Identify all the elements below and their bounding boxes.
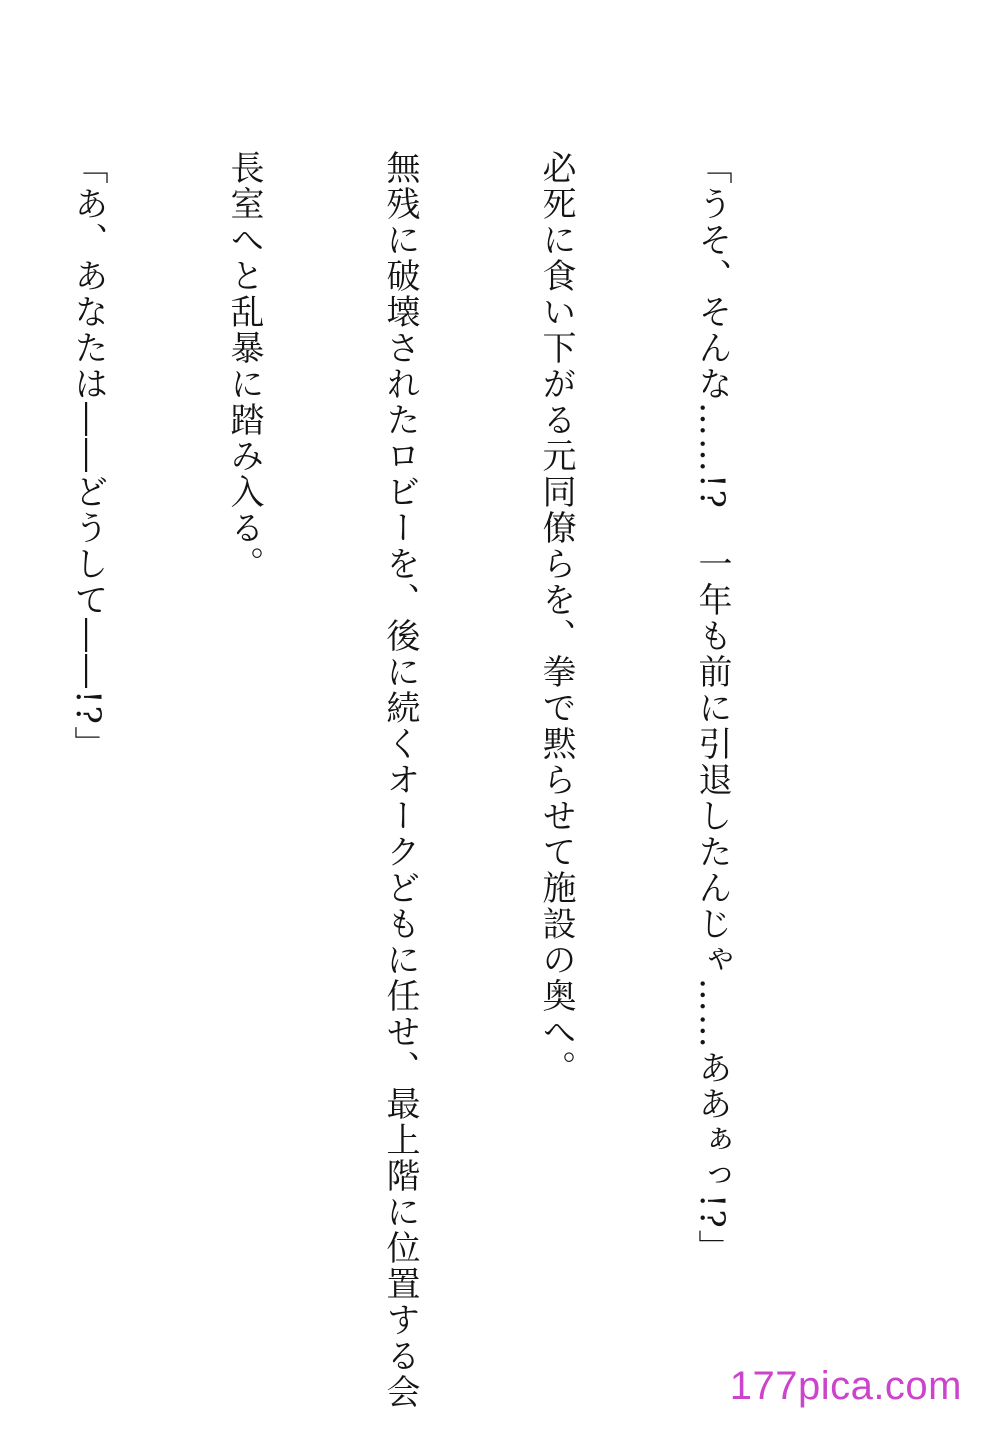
text-line: 必死に食い下がる元同僚らを、拳で黙らせて施設の奥へ。: [536, 150, 576, 1086]
text-line: 「あ、あなたは――どうして――!?」: [68, 150, 108, 762]
vertical-text-block: [0, 150, 842, 1410]
text-line: 長室へと乱暴に踏み入る。: [224, 150, 264, 582]
text-line: 「うそ、そんな……!? 一年も前に引退したんじゃ……ああぁっ!?」: [692, 150, 732, 1266]
watermark-text: 177pica.com: [729, 1364, 962, 1408]
text-line: 無残に破壊されたロビーを、後に続くオークどもに任せ、最上階に位置する会: [380, 150, 420, 1410]
